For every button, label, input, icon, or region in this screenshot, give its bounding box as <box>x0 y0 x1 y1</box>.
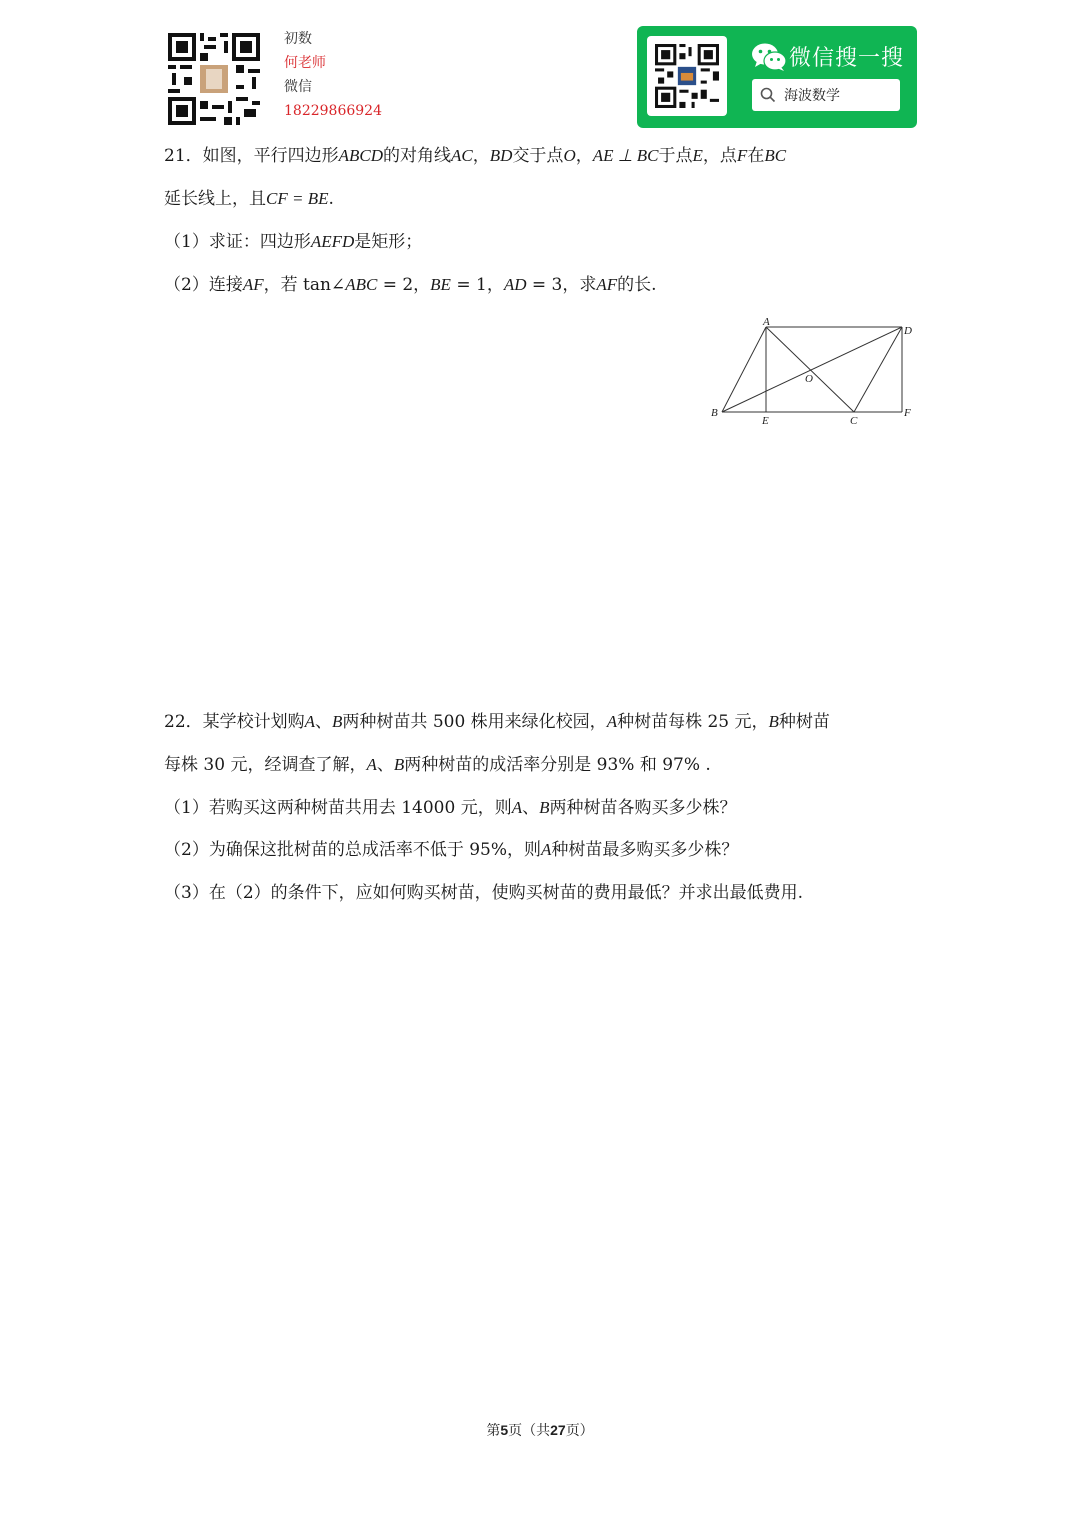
contact-teacher-name: 何老师 <box>284 55 326 71</box>
page-footer <box>0 1420 1080 1440</box>
part-label: （2） <box>164 840 209 860</box>
q22-text: 种树苗最多购买多少株？ <box>551 840 739 860</box>
q22-part1 <box>164 793 737 818</box>
part-label: （2） <box>164 275 209 295</box>
q21-text: 在 <box>747 146 765 166</box>
q22-line2 <box>164 750 711 775</box>
banner-search-text: 海波数学 <box>784 88 840 104</box>
math-af: AF <box>242 275 264 294</box>
label-o: O <box>805 373 813 385</box>
label-e: E <box>762 415 769 427</box>
math-f: F <box>736 146 748 165</box>
q21-text: = 3，求 <box>526 275 597 295</box>
segment-cd <box>854 327 902 412</box>
banner-search-box[interactable] <box>752 79 900 111</box>
part-label: （3） <box>164 883 209 903</box>
math-abcd: ABCD <box>338 146 384 165</box>
q21-text: 如图，平行四边形 <box>202 146 339 166</box>
label-d: D <box>904 325 912 337</box>
math-a: A <box>366 755 377 774</box>
math-b: B <box>539 798 550 817</box>
contact-qr-code <box>168 33 260 125</box>
math-o: O <box>563 146 576 165</box>
contact-info <box>284 27 382 123</box>
q21-text: 求证：四边形 <box>208 232 311 252</box>
footer-text: 页（共 <box>508 1423 551 1439</box>
total-pages: 27 <box>550 1422 566 1438</box>
parallelogram-figure <box>708 314 923 429</box>
segment-ac <box>766 327 854 412</box>
math-a: A <box>304 712 316 731</box>
q22-line1 <box>164 707 830 732</box>
math-e: E <box>692 146 703 165</box>
q22-text: 两种树苗共 500 株用来绿化校园， <box>342 712 607 732</box>
q22-part3 <box>164 878 803 903</box>
contact-wechat-label: 微信 <box>284 79 312 95</box>
q21-part1 <box>164 227 422 252</box>
q22-text: 、 <box>522 798 540 818</box>
math-aefd: AEFD <box>310 232 355 251</box>
math-abc: ABC <box>345 275 378 294</box>
q21-text: ， <box>575 146 593 166</box>
contact-phone: 18229866924 <box>284 103 382 119</box>
q21-number: 21． <box>164 146 203 166</box>
math-af: AF <box>596 275 618 294</box>
math-cf-eq-be: CF = BE <box>266 189 329 208</box>
q21-text: = 1， <box>450 275 504 295</box>
math-be: BE <box>430 275 451 294</box>
q22-text: 、 <box>315 712 333 732</box>
footer-text: 第 <box>486 1423 501 1439</box>
label-c: C <box>850 415 858 427</box>
q22-number: 22． <box>164 712 203 732</box>
segment-bd <box>722 327 902 412</box>
q21-text: = 2， <box>377 275 431 295</box>
search-icon <box>760 87 776 103</box>
page-number: 5 <box>500 1422 509 1438</box>
math-ac: AC <box>451 146 473 165</box>
q22-text: 两种树苗各购买多少株？ <box>549 798 737 818</box>
math-b: B <box>332 712 343 731</box>
q21-text: 连接 <box>208 275 243 295</box>
banner-qr-code <box>647 36 727 116</box>
math-ad: AD <box>503 275 527 294</box>
q21-text: 交于点 <box>512 146 564 166</box>
wechat-search-banner <box>637 26 917 128</box>
q21-text: ，点 <box>702 146 737 166</box>
banner-title: 微信搜一搜 <box>789 46 905 71</box>
math-a: A <box>541 840 552 859</box>
q22-text: 为确保这批树苗的总成活率不低于 95%，则 <box>208 840 542 860</box>
q22-text: 、 <box>376 755 394 775</box>
math-ae-perp-bc: AE ⊥ BC <box>592 146 659 165</box>
q21-text: 是矩形； <box>354 232 423 252</box>
q21-text: 的长. <box>617 275 657 295</box>
q22-part2 <box>164 835 738 860</box>
label-b: B <box>711 407 718 419</box>
math-b: B <box>393 755 405 774</box>
q22-text: 某学校计划购 <box>202 712 305 732</box>
wechat-logo-icon <box>751 42 787 72</box>
q22-text: 若购买这两种树苗共用去 14000 元，则 <box>208 798 512 818</box>
q21-line1 <box>164 141 786 166</box>
segment-ab <box>722 327 766 412</box>
label-f: F <box>904 407 911 419</box>
q21-text: 延长线上，且 <box>164 189 266 209</box>
q22-text: 每株 30 元，经调查了解， <box>164 755 367 775</box>
q21-text: . <box>328 189 334 209</box>
q22-text: 在（2）的条件下，应如何购买树苗，使购买树苗的费用最低？并求出最低费用. <box>208 883 804 903</box>
q22-text: 种树苗 <box>778 712 830 732</box>
part-label: （1） <box>164 232 209 252</box>
q21-text: 于点 <box>658 146 693 166</box>
q21-part2 <box>164 270 657 295</box>
math-bd: BD <box>489 146 513 165</box>
contact-subject: 初数 <box>284 31 312 47</box>
q21-text: 的对角线 <box>383 146 452 166</box>
q22-text: 种树苗每株 25 元， <box>617 712 769 732</box>
math-a: A <box>606 712 618 731</box>
q22-text: 两种树苗的成活率分别是 93% 和 97% . <box>404 755 711 775</box>
part-label: （1） <box>164 798 209 818</box>
math-a: A <box>511 798 523 817</box>
footer-text: 页） <box>565 1423 594 1439</box>
q21-line2 <box>164 184 334 209</box>
label-a: A <box>763 316 770 328</box>
q21-text: ，若 tan∠ <box>263 275 346 295</box>
math-bc: BC <box>764 146 787 165</box>
q21-text: ， <box>472 146 490 166</box>
math-b: B <box>768 712 779 731</box>
